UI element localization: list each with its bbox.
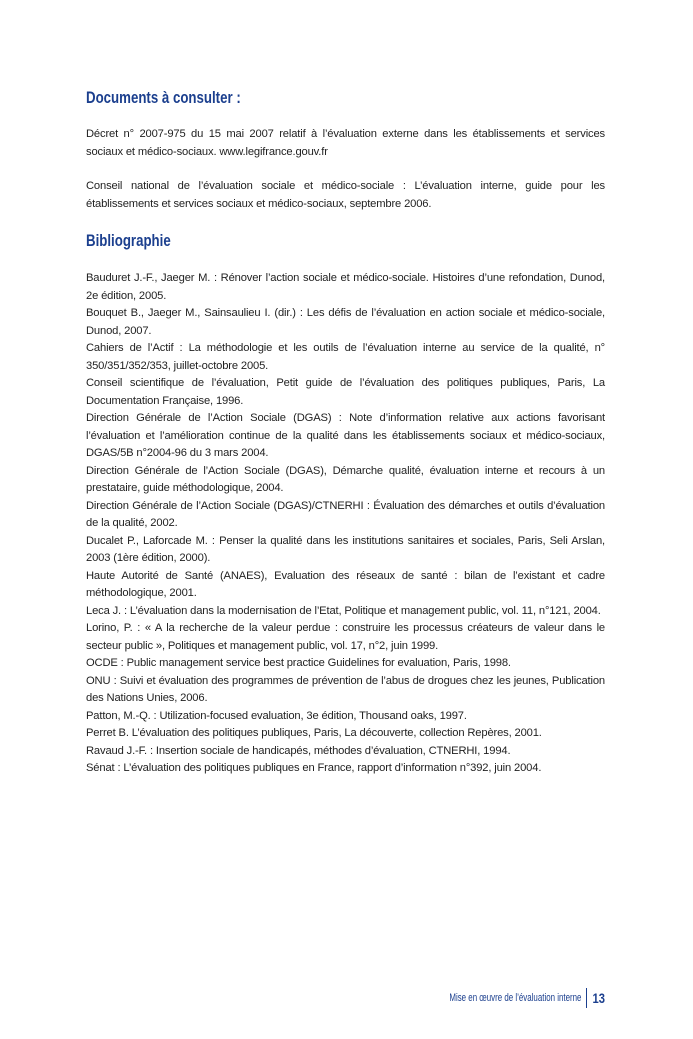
bibliography-entry: Bauduret J.-F., Jaeger M. : Rénover l’action sociale et médico-sociale. Histoires d’une refondation, Dunod, 2e édition, 2005. [86,272,605,302]
bibliography-entry: Leca J. : L’évaluation dans la modernisation de l’Etat, Politique et management public, vol. 11, n°121, 2004. [86,604,601,617]
bibliography-list [86,270,605,778]
bibliography-entry: Direction Générale de l’Action Sociale (DGAS) : Note d’information relative aux actions favorisant l’évaluation et l’amélioration continue de la qualité dans les établissements sociaux et médico-sociaux, DGAS/5B n°2004-96 du 3 mars 2004. [86,412,605,459]
bibliography-entry: Cahiers de l’Actif : La méthodologie et les outils de l’évaluation interne au service de la qualité, n° 350/351/352/353, juillet-octobre 2005. [86,342,605,372]
bibliography-entry: Conseil scientifique de l’évaluation, Petit guide de l’évaluation des politiques publiques, Paris, La Documentation Française, 1996. [86,377,605,407]
bibliography-entry: OCDE : Public management service best practice Guidelines for evaluation, Paris, 1998. [86,657,511,669]
document-reference: Décret n° 2007-975 du 15 mai 2007 relatif à l’évaluation externe dans les établissements et services sociaux et médico-sociaux. www.legifrance.gouv.fr [86,128,605,158]
bibliography-entry: Ducalet P., Laforcade M. : Penser la qualité dans les institutions sanitaires et sociales, Paris, Seli Arslan, 2003 (1ère édition, 2000). [86,534,605,564]
bibliography-entry: Lorino, P. : « A la recherche de la valeur perdue : construire les processus créateurs de valeur dans le secteur public », Politiques et management public, vol. 17, n°2, juin 1999. [86,622,605,652]
bibliography-heading: Bibliographie [86,231,171,250]
bibliography-entry: Ravaud J.-F. : Insertion sociale de handicapés, méthodes d’évaluation, CTNERHI, 1994. [86,744,511,757]
bibliography-entry: Patton, M.-Q. : Utilization-focused evaluation, 3e édition, Thousand oaks, 1997. [86,709,467,722]
bibliography-entry: Bouquet B., Jaeger M., Sainsaulieu I. (dir.) : Les défis de l’évaluation en action sociale et médico-sociale, Dunod, 2007. [86,307,605,337]
bibliography-entry: Direction Générale de l’Action Sociale (DGAS), Démarche qualité, évaluation interne et recours à un prestataire, guide méthodologique, 2004. [86,464,605,494]
page-number: 13 [592,990,606,1006]
page-footer [398,988,607,1008]
bibliography-entry: Perret B. L’évaluation des politiques publiques, Paris, La découverte, collection Repères, 2001. [86,727,542,739]
bibliography-entry: Sénat : L’évaluation des politiques publiques en France, rapport d’information n°392, juin 2004. [86,762,542,774]
bibliography-entry: ONU : Suivi et évaluation des programmes de prévention de l’abus de drogues chez les jeunes, Publication des Nations Unies, 2006. [86,674,605,704]
footer-divider [586,988,587,1008]
documents-heading: Documents à consulter : [86,88,241,107]
bibliography-entry: Direction Générale de l’Action Sociale (DGAS)/CTNERHI : Évaluation des démarches et outils d’évaluation de la qualité, 2002. [86,499,605,529]
document-reference: Conseil national de l’évaluation sociale et médico-sociale : L’évaluation interne, guide pour les établissements et services sociaux et médico-sociaux, septembre 2006. [86,180,605,210]
bibliography-entry: Haute Autorité de Santé (ANAES), Evaluation des réseaux de santé : bilan de l’existant et cadre méthodologique, 2001. [86,569,605,599]
footer-title: Mise en œuvre de l’évaluation interne [449,992,582,1004]
